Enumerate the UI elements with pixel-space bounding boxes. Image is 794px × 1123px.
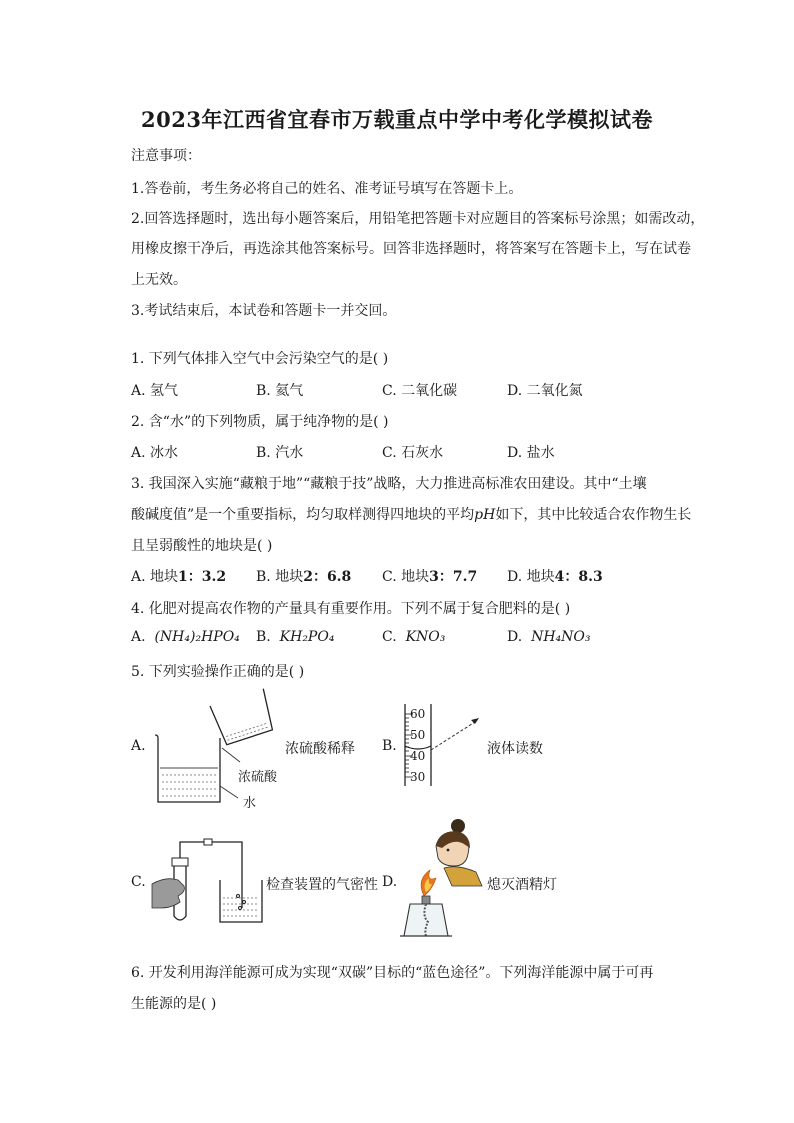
q3-option-a[interactable] — [131, 566, 226, 586]
q4-option-c-letter: C. — [382, 629, 397, 645]
q5-option-a-caption: 浓硫酸稀释 — [285, 741, 355, 757]
q2-options — [131, 442, 691, 462]
q2-option-b[interactable]: B. 汽水 — [256, 445, 304, 461]
q3-stem-line-1: 3. 我国深入实施“藏粮于地”“藏粮于技”战略，大力推进高标准农田建设。其中“土壤 — [131, 476, 647, 492]
q4-option-a-letter: A. — [131, 629, 146, 645]
q4-option-c[interactable] — [382, 629, 445, 645]
q4-option-a[interactable] — [131, 629, 240, 645]
q4-stem: 4. 化肥对提高农作物的产量具有重要作用。下列不属于复合肥料的是( ) — [131, 601, 571, 617]
q2-option-a[interactable]: A. 冰水 — [131, 445, 179, 461]
q3-ph-symbol: pH — [474, 507, 496, 523]
notice-heading: 注意事项： — [131, 148, 201, 164]
q3-option-b[interactable] — [256, 566, 351, 586]
q3-option-b-prefix: B. 地块 — [256, 569, 304, 585]
q6-stem-line-2: 生能源的是( ) — [131, 996, 217, 1012]
notice-item-1: 1.答卷前，考生务必将自己的姓名、准考证号填写在答题卡上。 — [131, 181, 523, 197]
label-concentrated-acid: 浓硫酸 — [238, 770, 278, 785]
q3-option-c[interactable] — [382, 566, 477, 586]
q3-options — [131, 566, 691, 586]
q5-option-d-letter[interactable]: D. — [382, 874, 398, 890]
q1-option-d[interactable]: D. 二氧化氮 — [507, 383, 583, 399]
q3-stem-line-2-b: 如下，其中比较适合农作物生长 — [495, 507, 692, 523]
notice-item-3: 3.考试结束后，本试卷和答题卡一并交回。 — [131, 303, 397, 319]
label-water: 水 — [243, 796, 257, 811]
q4-option-b-formula: KH₂PO₄ — [279, 629, 335, 645]
q4-option-d[interactable] — [507, 629, 591, 645]
cylinder-tick-60: 60 — [410, 707, 426, 721]
q5-option-c-letter[interactable]: C. — [131, 874, 146, 890]
q4-option-b-letter: B. — [256, 629, 271, 645]
q1-option-a[interactable]: A. 氢气 — [131, 383, 179, 399]
q1-option-b[interactable]: B. 氦气 — [256, 383, 304, 399]
q3-option-c-value: 3：7.7 — [429, 569, 478, 585]
q3-option-d[interactable] — [507, 566, 603, 586]
q4-option-c-formula: KNO₃ — [405, 629, 446, 645]
q2-option-c[interactable]: C. 石灰水 — [382, 445, 444, 461]
cylinder-tick-40: 40 — [410, 749, 426, 763]
q5-stem: 5. 下列实验操作正确的是( ) — [131, 664, 305, 680]
q2-stem: 2. 含“水”的下列物质，属于纯净物的是( ) — [131, 414, 389, 430]
q6-stem-line-1: 6. 开发利用海洋能源可成为实现“双碳”目标的“蓝色途径”。下列海洋能源中属于可再 — [131, 965, 654, 981]
notice-item-2-line-3: 上无效。 — [131, 272, 187, 288]
q1-stem: 1. 下列气体排入空气中会污染空气的是( ) — [131, 351, 389, 367]
q3-option-d-value: 4：8.3 — [554, 569, 603, 585]
q5-option-a-letter[interactable]: A. — [131, 738, 146, 754]
q4-option-b[interactable] — [256, 629, 334, 645]
cylinder-tick-30: 30 — [410, 770, 426, 784]
alcohol-lamp-figure — [396, 808, 486, 948]
page-title: 2023年江西省宜春市万载重点中学中考化学模拟试卷 — [141, 107, 653, 132]
q4-option-d-letter: D. — [507, 629, 523, 645]
q3-option-a-prefix: A. 地块 — [131, 569, 179, 585]
q3-stem-line-2-a: 酸碱度值”是一个重要指标，均匀取样测得四地块的平均 — [131, 507, 475, 523]
q5-option-d-caption: 熄灭酒精灯 — [487, 877, 557, 893]
q4-option-d-formula: NH₄NO₃ — [531, 629, 591, 645]
q4-options — [131, 629, 691, 649]
q3-option-d-prefix: D. 地块 — [507, 569, 555, 585]
q3-stem-line-3: 且呈弱酸性的地块是( ) — [131, 538, 273, 554]
airtightness-check-figure — [150, 836, 270, 926]
q2-option-d[interactable]: D. 盐水 — [507, 445, 555, 461]
q5-option-b-letter[interactable]: B. — [382, 738, 397, 754]
notice-item-2-line-2: 用橡皮擦干净后，再选涂其他答案标号。回答非选择题时，将答案写在答题卡上，写在试卷 — [131, 241, 691, 257]
q3-option-a-value: 1：3.2 — [178, 569, 227, 585]
q5-option-c-caption: 检查装置的气密性 — [266, 877, 378, 893]
q3-option-c-prefix: C. 地块 — [382, 569, 430, 585]
acid-dilution-figure — [150, 688, 300, 808]
q4-option-a-formula: (NH₄)₂HPO₄ — [154, 629, 240, 645]
q5-option-b-caption: 液体读数 — [487, 741, 543, 757]
notice-item-2-line-1: 2.回答选择题时，选出每小题答案后，用铅笔把答题卡对应题目的答案标号涂黑；如需改动， — [131, 211, 705, 227]
q1-options — [131, 380, 691, 400]
q1-option-c[interactable]: C. 二氧化碳 — [382, 383, 458, 399]
cylinder-tick-50: 50 — [410, 728, 426, 742]
q3-option-b-value: 2：6.8 — [303, 569, 352, 585]
q3-stem-line-2 — [131, 504, 691, 524]
